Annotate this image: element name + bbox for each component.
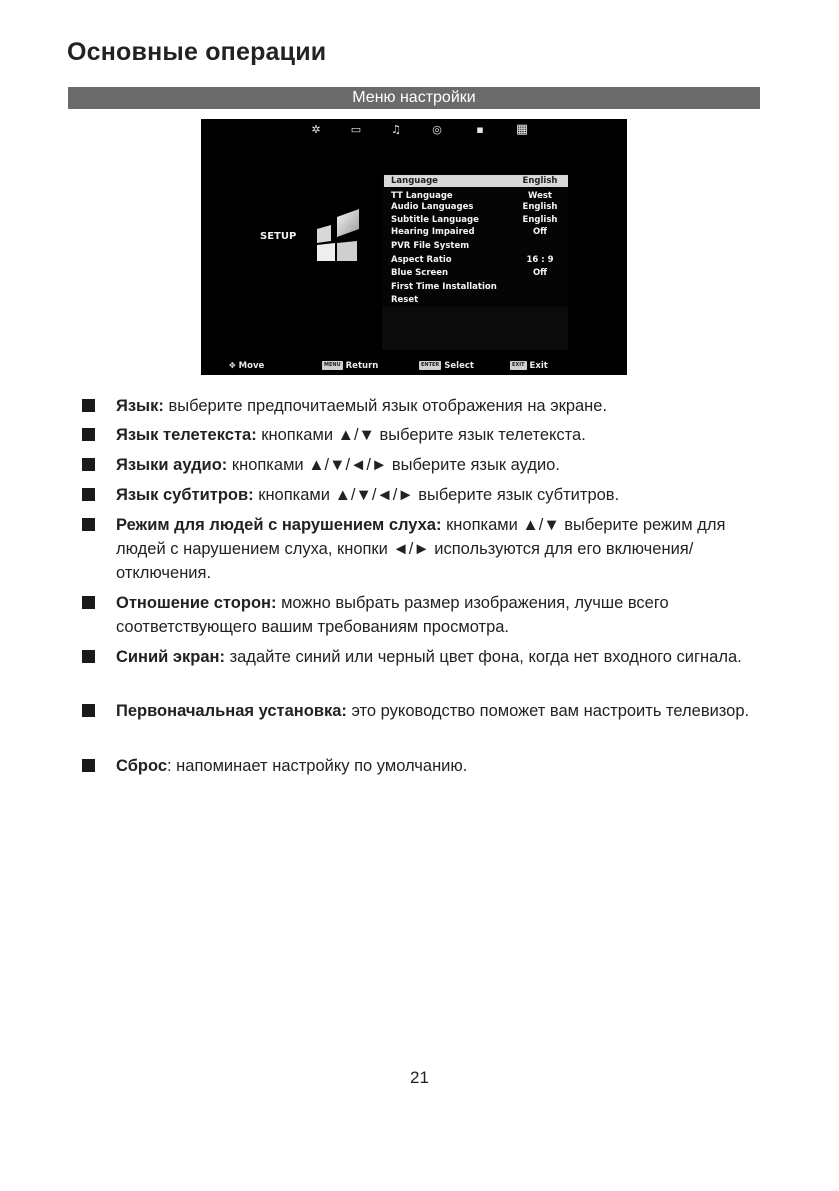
item-term: Отношение сторон:: [116, 594, 277, 612]
menu-row-label: TT Language: [391, 191, 453, 201]
item-text: выберите предпочитаемый язык отображения на экране.: [163, 397, 608, 415]
menu-row-value: English: [522, 176, 558, 186]
tv-setup-menu-screenshot: [201, 119, 627, 375]
menu-key-icon: MENU: [324, 362, 341, 368]
item-text: кнопками ▲/▼ выберите режим для людей с нарушением слуха, кнопки ◄/► используются для его включения/отключения.: [116, 516, 726, 582]
select-hint: [419, 361, 474, 371]
exit-hint: [510, 361, 548, 371]
item-text: кнопками ▲/▼ выберите язык телетекста.: [256, 426, 586, 444]
menu-row-label: Hearing Impaired: [391, 227, 475, 237]
setup-label: SETUP: [260, 231, 297, 242]
menu-row-value: English: [522, 202, 558, 212]
setup-graphic-icon: [313, 207, 373, 265]
menu-empty-area: [382, 307, 568, 350]
return-hint: [322, 361, 378, 371]
item-term: Синий экран:: [116, 648, 225, 666]
menu-row-value: English: [522, 215, 558, 225]
bullet-square-icon: [82, 650, 95, 663]
page-number: 21: [410, 1068, 429, 1087]
menu-row-label: Subtitle Language: [391, 215, 479, 225]
menu-row-label: Reset: [391, 295, 419, 305]
item-term: Сброс: [116, 757, 168, 775]
item-term: Языки аудио:: [116, 456, 228, 474]
menu-category-icons: [201, 123, 627, 139]
page-title: Основные операции: [67, 38, 327, 66]
menu-row-label: First Time Installation: [391, 282, 497, 292]
menu-row-label: Blue Screen: [391, 268, 449, 278]
menu-row-value: Off: [532, 268, 548, 278]
item-text: кнопками ▲/▼/◄/► выберите язык аудио.: [227, 456, 560, 474]
item-term: Язык телетекста:: [116, 426, 257, 444]
menu-row-label: Aspect Ratio: [391, 255, 452, 265]
menu-row-audio-languages[interactable]: [384, 201, 568, 213]
item-term: Первоначальная установка:: [116, 702, 347, 720]
return-hint-label: Return: [345, 361, 379, 371]
section-header: Меню настройки: [68, 87, 760, 109]
item-term: Режим для людей с нарушением слуха:: [116, 516, 442, 534]
menu-row-aspect-ratio[interactable]: [384, 254, 568, 266]
bullet-square-icon: [82, 488, 95, 501]
move-hint-label: Move: [238, 361, 265, 371]
exit-hint-label: Exit: [529, 361, 548, 371]
bullet-square-icon: [82, 428, 95, 441]
bullet-square-icon: [82, 518, 95, 531]
item-text: можно выбрать размер изображения, лучше всего соответствующего вашим требованиям просмотра.: [116, 594, 669, 636]
menu-row-hearing-impaired[interactable]: [384, 226, 568, 238]
time-icon: ◎: [432, 123, 442, 136]
picture-icon: ✲: [311, 123, 321, 136]
menu-row-reset[interactable]: [384, 294, 568, 306]
osd-hint-bar: [201, 359, 627, 375]
select-hint-label: Select: [444, 361, 474, 371]
item-text: задайте синий или черный цвет фона, когда нет входного сигнала.: [224, 648, 742, 666]
menu-row-label: Language: [391, 176, 438, 186]
item-term: Язык:: [116, 397, 164, 415]
bullet-square-icon: [82, 704, 95, 717]
menu-row-pvr-file-system[interactable]: [384, 240, 568, 252]
item-text: кнопками ▲/▼/◄/► выберите язык субтитров.: [253, 486, 620, 504]
menu-row-label: Audio Languages: [391, 202, 474, 212]
menu-row-value: Off: [532, 227, 548, 237]
menu-row-value: 16 : 9: [526, 255, 554, 265]
channel-icon: ▭: [350, 123, 362, 136]
sound-icon: ♫: [391, 123, 401, 136]
menu-row-label: PVR File System: [391, 241, 470, 251]
bullet-square-icon: [82, 458, 95, 471]
bullet-square-icon: [82, 759, 95, 772]
menu-row-value: West: [528, 191, 552, 201]
menu-row-first-time-installation[interactable]: [384, 281, 568, 293]
menu-row-language[interactable]: [384, 175, 568, 187]
enter-key-icon: ENTER: [421, 362, 440, 368]
setup-icon: ▦: [515, 122, 529, 137]
bullet-square-icon: [82, 399, 95, 412]
exit-key-icon: EXIT: [512, 362, 525, 368]
item-text: : напоминает настройку по умолчанию.: [167, 757, 468, 775]
bullet-square-icon: [82, 596, 95, 609]
move-hint: [229, 361, 264, 371]
item-term: Язык субтитров:: [116, 486, 254, 504]
item-text: это руководство поможет вам настроить телевизор.: [346, 702, 750, 720]
lock-icon: ▪: [476, 123, 484, 136]
setup-options-list: [382, 174, 568, 350]
menu-row-blue-screen[interactable]: [384, 267, 568, 279]
menu-row-subtitle-language[interactable]: [384, 214, 568, 226]
move-arrows-icon: ✥: [229, 361, 236, 370]
